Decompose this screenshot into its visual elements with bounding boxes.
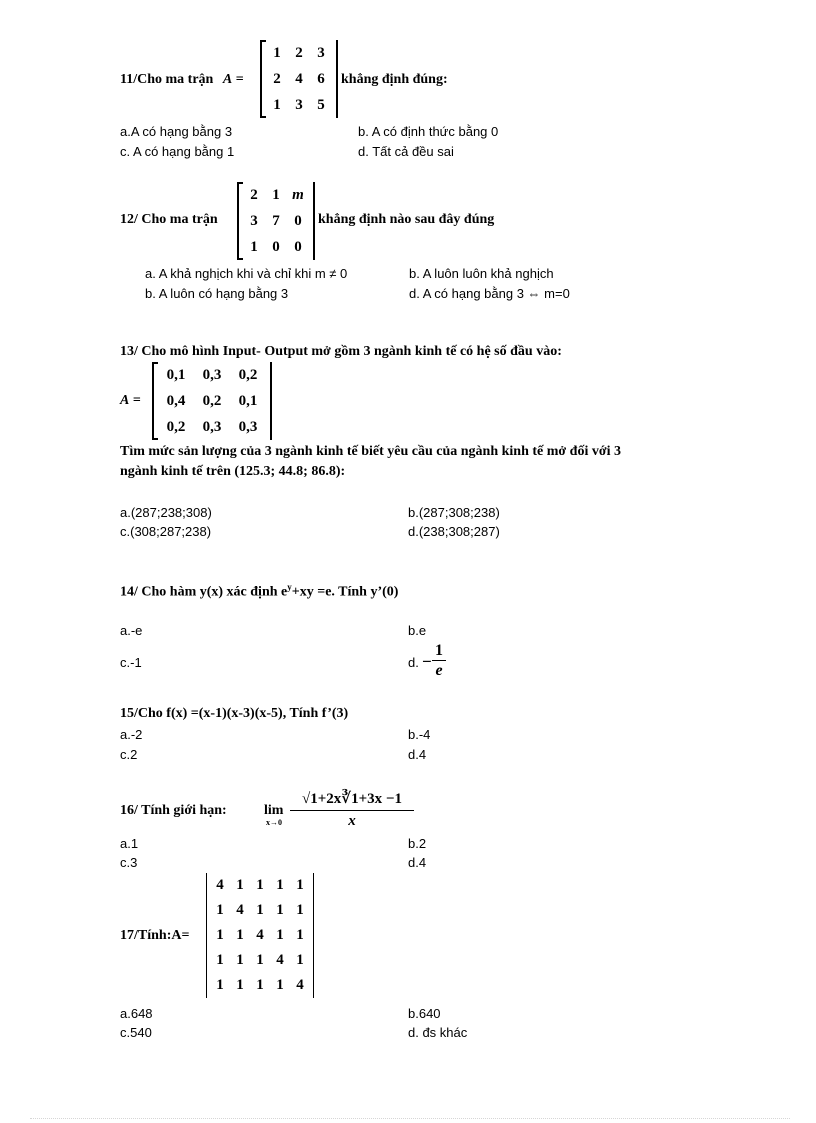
q11-cell: 4 [295, 71, 303, 87]
q15-option-a[interactable]: a.-2 [120, 727, 143, 742]
q13-line1: 13/ Cho mô hình Input- Output mở gồm 3 ngành kinh tế có hệ số đầu vào: [120, 344, 562, 359]
q17-cell: 1 [296, 902, 304, 918]
q17-cell: 1 [256, 952, 264, 968]
q14-d-numerator: 1 [432, 642, 446, 661]
q17-cell: 1 [296, 952, 304, 968]
q12-cell: 7 [272, 213, 280, 229]
q17-cell: 4 [256, 927, 264, 943]
q16-option-a[interactable]: a.1 [120, 836, 139, 851]
q14-option-a[interactable]: a.-e [120, 623, 143, 638]
q16-prompt: 16/ Tính giới hạn: [120, 803, 227, 818]
q16-denominator: x [348, 813, 356, 829]
q13-line3: ngành kinh tế trên (125.3; 44.8; 86.8): [120, 464, 346, 479]
q17-option-d[interactable]: d. đs khác [408, 1025, 468, 1040]
q11-option-c[interactable]: c. A có hạng bằng 1 [120, 144, 235, 159]
q14-text-after: +xy =e. Tính y’(0) [291, 584, 399, 600]
q13-cell: 0,1 [238, 393, 258, 409]
q17-cell: 1 [276, 927, 284, 943]
q17-cell: 1 [296, 927, 304, 943]
q11-option-a[interactable]: a.A có hạng bằng 3 [120, 124, 233, 139]
q17-cell: 1 [276, 977, 284, 993]
q14-d-fraction [432, 642, 446, 681]
q13-option-b[interactable]: b.(287;308;238) [408, 505, 500, 520]
q11-cell: 1 [273, 45, 281, 61]
q13-matrix-label [120, 393, 141, 409]
page-bottom-rule [30, 1118, 790, 1119]
q17-cell: 1 [216, 952, 224, 968]
q11-cell: 5 [317, 97, 325, 113]
q11-cell: 6 [317, 71, 325, 87]
q16-lim: lim [264, 803, 284, 818]
q17-cell: 1 [216, 927, 224, 943]
q13-option-c[interactable]: c.(308;287;238) [120, 524, 212, 539]
q16-option-b[interactable]: b.2 [408, 836, 427, 851]
q11-eq: = [235, 72, 244, 87]
q11-option-b[interactable]: b. A có định thức bằng 0 [358, 124, 499, 139]
q16-lim-sub: x→0 [266, 818, 282, 827]
q17-cell: 1 [276, 902, 284, 918]
q13-cell: 0,3 [238, 419, 258, 435]
q13-cell: 0,3 [202, 419, 222, 435]
q15-option-d[interactable]: d.4 [408, 747, 427, 762]
q11-option-d[interactable]: d. Tất cả đều sai [358, 144, 454, 159]
q15-option-b[interactable]: b.-4 [408, 727, 431, 742]
q17-option-c[interactable]: c.540 [120, 1025, 152, 1040]
q17-option-a[interactable]: a.648 [120, 1006, 153, 1021]
q14-d-denominator: e [435, 662, 443, 679]
q12-option-c[interactable]: b. A luôn có hạng bằng 3 [145, 286, 289, 301]
q17-label: 17/Tính:A= [120, 928, 190, 943]
q17-cell: 1 [296, 877, 304, 893]
q12-cell: 1 [272, 187, 280, 203]
q17-cell: 1 [236, 952, 244, 968]
q12-cell: 2 [250, 187, 258, 203]
q12-cell: 0 [294, 213, 302, 229]
q15-option-c[interactable]: c.2 [120, 747, 138, 762]
q11-suffix: khẳng định đúng: [341, 72, 448, 87]
q11-cell: 3 [317, 45, 325, 61]
q11-cell: 1 [273, 97, 281, 113]
q17-cell: 4 [276, 952, 284, 968]
q12-cell: 0 [294, 239, 302, 255]
q17-cell: 1 [236, 877, 244, 893]
q13-eq: = [132, 393, 141, 408]
q12-option-b[interactable]: b. A luôn luôn khả nghịch [409, 266, 554, 281]
q13-cell: 0,3 [202, 367, 222, 383]
q11-prefix: 11/Cho ma trận [120, 72, 214, 87]
q11-cell: 2 [273, 71, 281, 87]
q17-determinant [206, 873, 314, 998]
q14-sup: y [287, 582, 292, 592]
q14-option-b[interactable]: b.e [408, 623, 427, 638]
q13-cell: 0,2 [166, 419, 186, 435]
q13-matrix [152, 362, 272, 440]
q12-option-a[interactable]: a. A khả nghịch khi và chỉ khi m ≠ 0 [145, 266, 348, 281]
q11-var: A [222, 72, 233, 87]
q13-cell: 0,1 [166, 367, 186, 383]
q13-cell: 0,2 [202, 393, 222, 409]
q17-cell: 1 [256, 902, 264, 918]
q14-option-d[interactable] [408, 653, 419, 672]
q13-option-d[interactable]: d.(238;308;287) [408, 524, 500, 539]
q12-cell: 3 [250, 213, 258, 229]
q14-option-d-label: d. [408, 655, 419, 670]
q12-suffix: khẳng định nào sau đây đúng [318, 212, 495, 227]
q12-cell: 0 [272, 239, 280, 255]
q12-option-d[interactable]: d. A có hạng bằng 3 ⇔ m=0 [409, 286, 570, 301]
q17-cell: 1 [256, 877, 264, 893]
q12-matrix [237, 182, 315, 260]
q13-cell: 0,4 [166, 393, 186, 409]
q17-cell: 4 [296, 977, 304, 993]
q16-numerator: √1+2x∛1+3x −1 [290, 788, 414, 811]
q11-matrix [260, 40, 338, 118]
q12-cell: m [292, 187, 304, 203]
q17-cell: 1 [256, 977, 264, 993]
q12-prefix: 12/ Cho ma trận [120, 212, 218, 227]
q16-option-d[interactable]: d.4 [408, 855, 427, 870]
q11-cell: 3 [295, 97, 303, 113]
q16-option-c[interactable]: c.3 [120, 855, 138, 870]
q15-prompt: 15/Cho f(x) =(x-1)(x-3)(x-5), Tính f’(3) [120, 706, 349, 721]
q11-prompt [120, 72, 244, 88]
q11-cell: 2 [295, 45, 303, 61]
q17-cell: 1 [216, 977, 224, 993]
q17-cell: 1 [236, 927, 244, 943]
q13-option-a[interactable]: a.(287;238;308) [120, 505, 212, 520]
q17-cell: 4 [236, 902, 244, 918]
q17-cell: 1 [236, 977, 244, 993]
q13-var: A [120, 393, 130, 408]
q13-line2: Tìm mức sản lượng của 3 ngành kinh tế biết yêu cầu của ngành kinh tế mở đối với 3 [120, 444, 621, 459]
q13-cell: 0,2 [238, 367, 258, 383]
q14-option-c[interactable]: c.-1 [120, 655, 142, 670]
q16-fraction [290, 788, 414, 831]
q17-cell: 4 [216, 877, 224, 893]
q17-cell: 1 [216, 902, 224, 918]
q17-cell: 1 [276, 877, 284, 893]
q14-text-before: 14/ Cho hàm y(x) xác định e [120, 584, 288, 600]
q14-d-minus: − [422, 652, 432, 671]
q17-option-b[interactable]: b.640 [408, 1006, 441, 1021]
q14-prompt [120, 582, 398, 601]
q12-cell: 1 [250, 239, 258, 255]
